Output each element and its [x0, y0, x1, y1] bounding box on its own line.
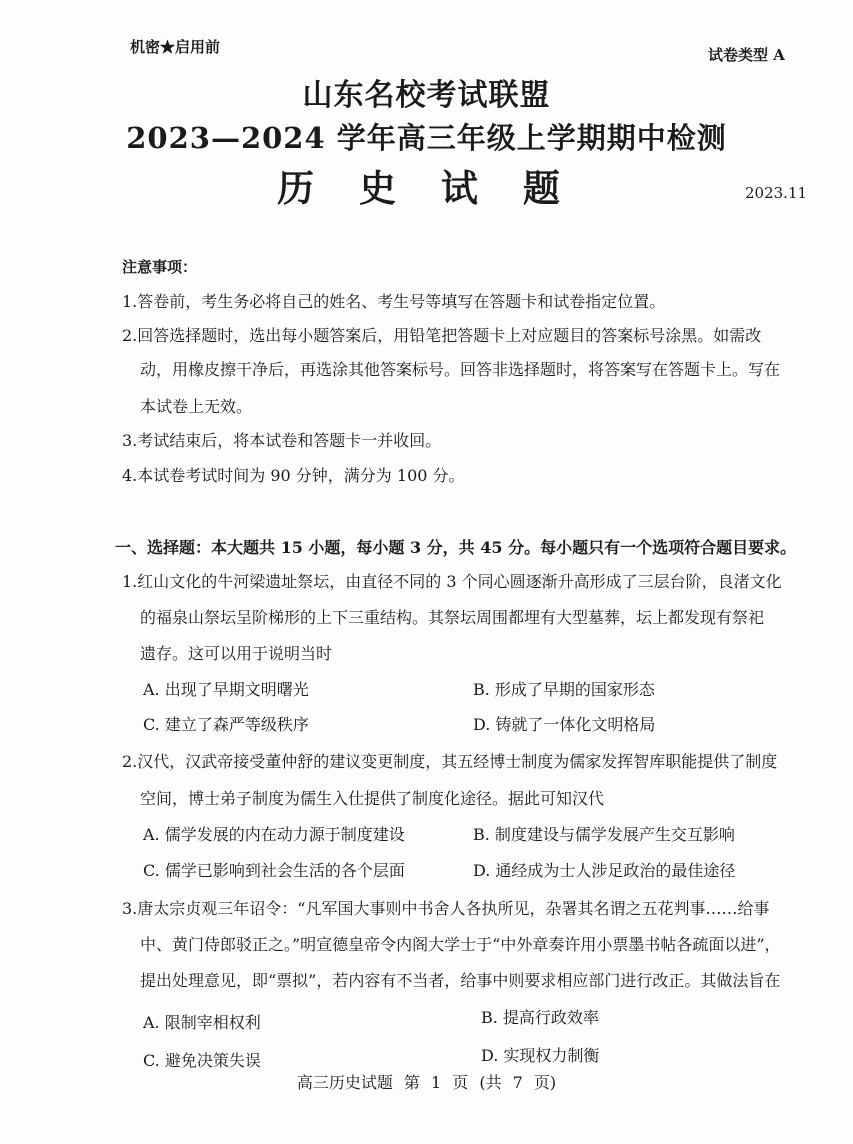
- question-3-text: 3.唐太宗贞观三年诏令：“凡军国大事则中书舍人各执所见，杂署其名谓之五花判事……给事: [122, 899, 770, 918]
- question-2-option-b: B. 制度建设与儒学发展产生交互影响: [473, 825, 735, 844]
- section-title: 一、选择题：本大题共 15 小题，每小题 3 分，共 45 分。每小题只有一个选项符合题目要求。: [115, 538, 797, 557]
- question-2-text: 2.汉代，汉武帝接受董仲舒的建议变更制度，其五经博士制度为儒家发挥智库职能提供了制度: [122, 752, 778, 771]
- question-2-option-c: C. 儒学已影响到社会生活的各个层面: [143, 861, 405, 880]
- subject-title: 历 史 试 题: [277, 166, 576, 210]
- question-2-option-d: D. 通经成为士人涉足政治的最佳途径: [473, 861, 736, 880]
- question-3-text: 中、黄门侍郎驳正之。”明宣德皇帝令内阁大学士于“中外章奏许用小票墨书帖各疏面以进”，: [140, 935, 781, 954]
- confidential-label: 机密★启用前: [130, 38, 221, 56]
- question-2-text: 空间，博士弟子制度为儒生入仕提供了制度化途径。据此可知汉代: [140, 789, 605, 808]
- question-3-option-b: B. 提高行政效率: [481, 1008, 599, 1027]
- page-footer: 高三历史试题 第 1 页 (共 7 页): [296, 1073, 557, 1092]
- question-3-option-a: A. 限制宰相权利: [143, 1013, 261, 1032]
- question-1-text: 1.红山文化的牛河梁遗址祭坛，由直径不同的 3 个同心圆逐渐升高形成了三层台阶，良渚文化: [122, 572, 782, 591]
- notice-item: 4.本试卷考试时间为 90 分钟，满分为 100 分。: [122, 466, 465, 485]
- question-3-option-c: C. 避免决策失误: [143, 1051, 261, 1070]
- question-2-option-a: A. 儒学发展的内在动力源于制度建设: [143, 825, 405, 844]
- question-1-option-d: D. 铸就了一体化文明格局: [473, 715, 656, 734]
- question-1-option-c: C. 建立了森严等级秩序: [143, 715, 309, 734]
- question-3-text: 提出处理意见，即“票拟”，若内容有不当者，给事中则要求相应部门进行改正。其做法旨在: [140, 971, 781, 990]
- exam-date: 2023.11: [745, 184, 808, 202]
- notice-title: 注意事项：: [122, 258, 198, 276]
- question-1-text: 的福泉山祭坛呈阶梯形的上下三重结构。其祭坛周围都埋有大型墓葬，坛上都发现有祭祀: [140, 608, 765, 627]
- organization-title: 山东名校考试联盟: [302, 78, 551, 113]
- question-3-option-d: D. 实现权力制衡: [481, 1046, 600, 1065]
- notice-item-continued: 动，用橡皮擦干净后，再选涂其他答案标号。回答非选择题时，将答案写在答题卡上。写在: [140, 360, 781, 379]
- notice-item-continued: 本试卷上无效。: [140, 397, 253, 416]
- notice-item: 3.考试结束后，将本试卷和答题卡一并收回。: [122, 431, 442, 450]
- exam-title: 2023—2024 学年高三年级上学期期中检测: [126, 121, 727, 155]
- question-1-option-a: A. 出现了早期文明曙光: [143, 680, 309, 699]
- notice-item: 1.答卷前，考生务必将自己的姓名、考生号等填写在答题卡和试卷指定位置。: [122, 292, 666, 311]
- paper-type-label: 试卷类型 A: [708, 46, 785, 64]
- notice-item: 2.回答选择题时，选出每小题答案后，用铅笔把答题卡上对应题目的答案标号涂黑。如需改: [122, 326, 762, 345]
- question-1-text: 遗存。这可以用于说明当时: [140, 644, 333, 663]
- question-1-option-b: B. 形成了早期的国家形态: [473, 680, 655, 699]
